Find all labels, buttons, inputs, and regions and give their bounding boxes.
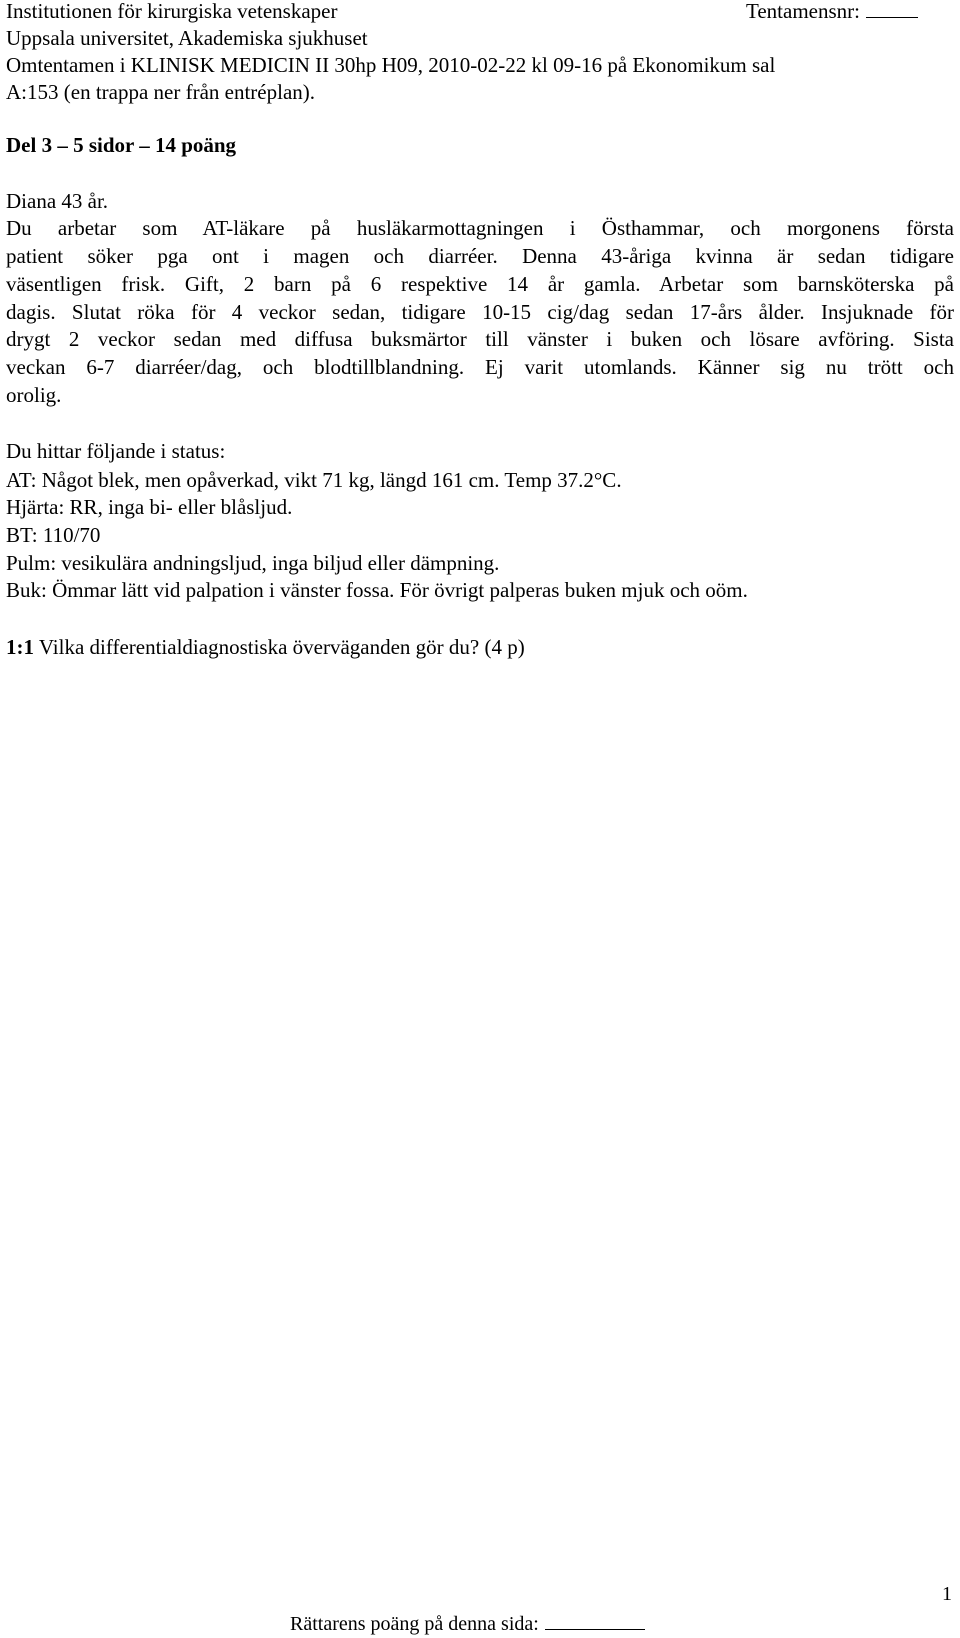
case-line: dagis. Slutat röka för 4 veckor sedan, tidigare 10-15 cig/dag sedan 17-års ålder. Insjuknade för [6, 300, 954, 324]
university-name: Uppsala universitet, Akademiska sjukhuset [6, 26, 368, 50]
status-finding: BT: 110/70 [6, 523, 101, 547]
question-text: Vilka differentialdiagnostiska överväganden gör du? (4 p) [38, 635, 525, 659]
status-finding: Hjärta: RR, inga bi- eller blåsljud. [6, 495, 293, 519]
status-finding: Buk: Ömmar lätt vid palpation i vänster fossa. För övrigt palperas buken mjuk och oöm. [6, 578, 748, 602]
section-title: Del 3 – 5 sidor – 14 poäng [6, 133, 237, 157]
grader-score-blank [545, 1611, 645, 1630]
exam-number-blank [866, 0, 918, 18]
case-line: drygt 2 veckor sedan med diffusa buksmärtor till vänster i buken och lösare avföring. Sista [6, 327, 954, 351]
exam-info-line-2: A:153 (en trappa ner från entréplan). [6, 80, 316, 104]
status-finding: AT: Något blek, men opåverkad, vikt 71 kg, längd 161 cm. Temp 37.2°C. [6, 468, 622, 492]
case-line: orolig. [6, 383, 62, 407]
grader-score-field [290, 1610, 645, 1638]
status-intro: Du hittar följande i status: [6, 439, 226, 463]
case-line: väsentligen frisk. Gift, 2 barn på 6 respektive 14 år gamla. Arbetar som barnsköterska på [6, 272, 954, 296]
question-number: 1:1 [6, 635, 34, 659]
institution-name: Institutionen för kirurgiska vetenskaper [6, 0, 338, 23]
status-finding: Pulm: vesikulära andningsljud, inga biljud eller dämpning. [6, 551, 500, 575]
case-line: patient söker pga ont i magen och diarréer. Denna 43-åriga kvinna är sedan tidigare [6, 244, 954, 268]
grader-score-label: Rättarens poäng på denna sida: [290, 1613, 539, 1635]
patient-name: Diana 43 år. [6, 189, 109, 213]
case-line: veckan 6-7 diarréer/dag, och blodtillblandning. Ej varit utomlands. Känner sig nu trött och [6, 355, 954, 379]
case-line: Du arbetar som AT-läkare på husläkarmottagningen i Östhammar, och morgonens första [6, 216, 954, 240]
exam-number-label: Tentamensnr: [746, 0, 860, 23]
page-number: 1 [942, 1583, 952, 1605]
exam-info-line-1: Omtentamen i KLINISK MEDICIN II 30hp H09, 2010-02-22 kl 09-16 på Ekonomikum sal [6, 53, 776, 77]
question [6, 633, 525, 661]
exam-number-field [746, 0, 918, 25]
